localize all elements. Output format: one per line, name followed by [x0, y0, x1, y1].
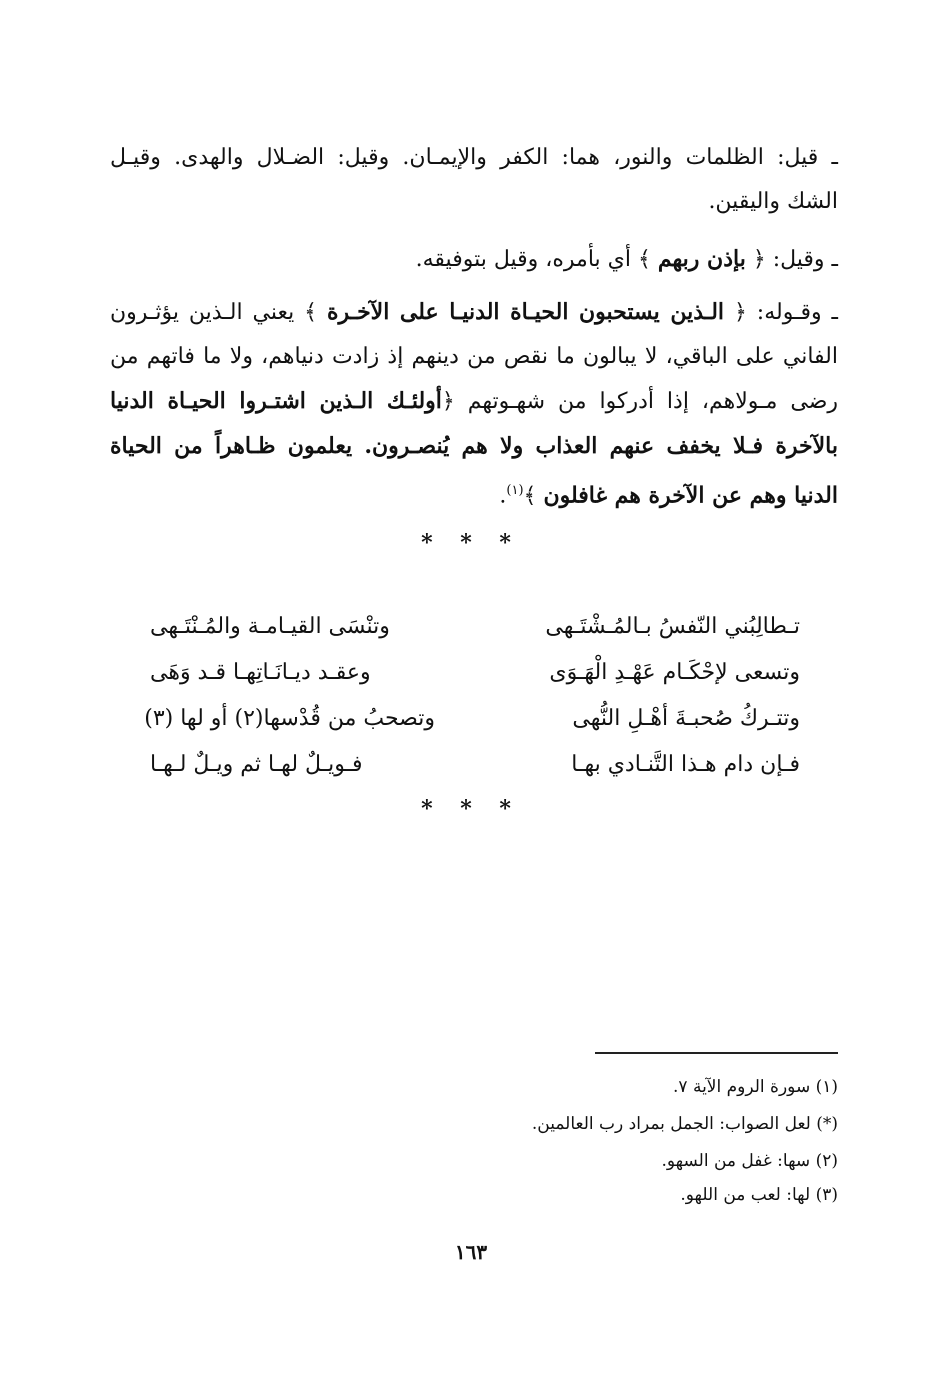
poem-verse: [150, 604, 800, 650]
footnote-divider: [595, 1052, 838, 1054]
footnote: (*) لعل الصواب: الجمل بمراد رب العالمين.: [531, 1114, 838, 1134]
quran-quote: الـذين يستحبون الحيـاة الدنيـا على الآخـرة: [326, 299, 725, 325]
text-run: ﴾: [523, 483, 544, 509]
section-separator: * * *: [421, 530, 521, 556]
footnote: (٣) لها: لعب من اللهو.: [680, 1185, 838, 1205]
text-run: ﴾ أي بأمره، وقيل بتوفيقه.: [415, 247, 658, 272]
verse-first-hemistich: وتسعى لإحْكَـام عَهْـدِ الْهَـوَى: [549, 660, 800, 685]
verse-second-hemistich: وعقـد ديـانَـاتِهـا قـد وَهَى: [150, 660, 371, 685]
quran-quote: بإذن ربهم: [657, 246, 746, 272]
text-run: .: [499, 483, 507, 509]
poem: [144, 604, 800, 788]
paragraph-line: الشك واليقين.: [708, 189, 838, 214]
text-run: ـ وقـوله: ﴿: [724, 300, 839, 325]
page-number: ١٦٣: [454, 1240, 488, 1264]
paragraph-line: ـ قيل: الظلمات والنور، هما: الكفر والإيمـان. وقيل: الضـلال والهدى. وقيـل: [110, 145, 838, 170]
footnote-ref: (١): [506, 483, 524, 498]
paragraph-darkness-light: [110, 136, 838, 224]
text-run: ﴾ يعني الـذين يؤثـرون الفاني على الباقي، لا يبالون ما نقص من دينهم إذ زادت دنياهم، ولا ما فاتهم من رضى مـولاهم، إذا أدركوا من شهـوتهم ﴿: [110, 300, 838, 414]
verse-first-hemistich: وتتـركُ صُحبـةَ أهْـلِ النُّهى: [572, 706, 800, 731]
verse-second-hemistich: فـويـلٌ لهـا ثم ويـلٌ لـهـا: [150, 752, 363, 777]
footnote: (١) سورة الروم الآية ٧.: [673, 1077, 838, 1097]
footnote: (٢) سها: غفل من السهو.: [661, 1151, 838, 1171]
paragraph-by-permission: [110, 237, 838, 282]
verse-first-hemistich: فـإن دام هـذا التَّنـادي بهـا: [571, 752, 800, 777]
section-separator: * * *: [421, 796, 521, 822]
verse-first-hemistich: تـطالِبُني النّفسُ بـالمُـشْتَـهى: [545, 614, 800, 639]
poem-verse: [150, 650, 800, 696]
poem-verse: [144, 696, 800, 742]
paragraph-commentary: [110, 290, 838, 518]
verse-second-hemistich: وتنْسَى القيـامـة والمُـنْتَـهى: [150, 614, 390, 639]
quran-quote: أولئـك الـذين اشتـروا الحيـاة الدنيا بالآخرة فـلا يخفف عنهم العذاب ولا هم يُنصـرون. يعلمون ظـاهراً من الحياة الدنيا وهم عن الآخرة هم غافلون: [110, 388, 839, 509]
poem-verse: [150, 742, 800, 788]
verse-second-hemistich: وتصحبُ من قُدْسها(٢) أو لها (٣): [144, 706, 435, 731]
text-run: ـ وقيل: ﴿: [745, 247, 838, 272]
